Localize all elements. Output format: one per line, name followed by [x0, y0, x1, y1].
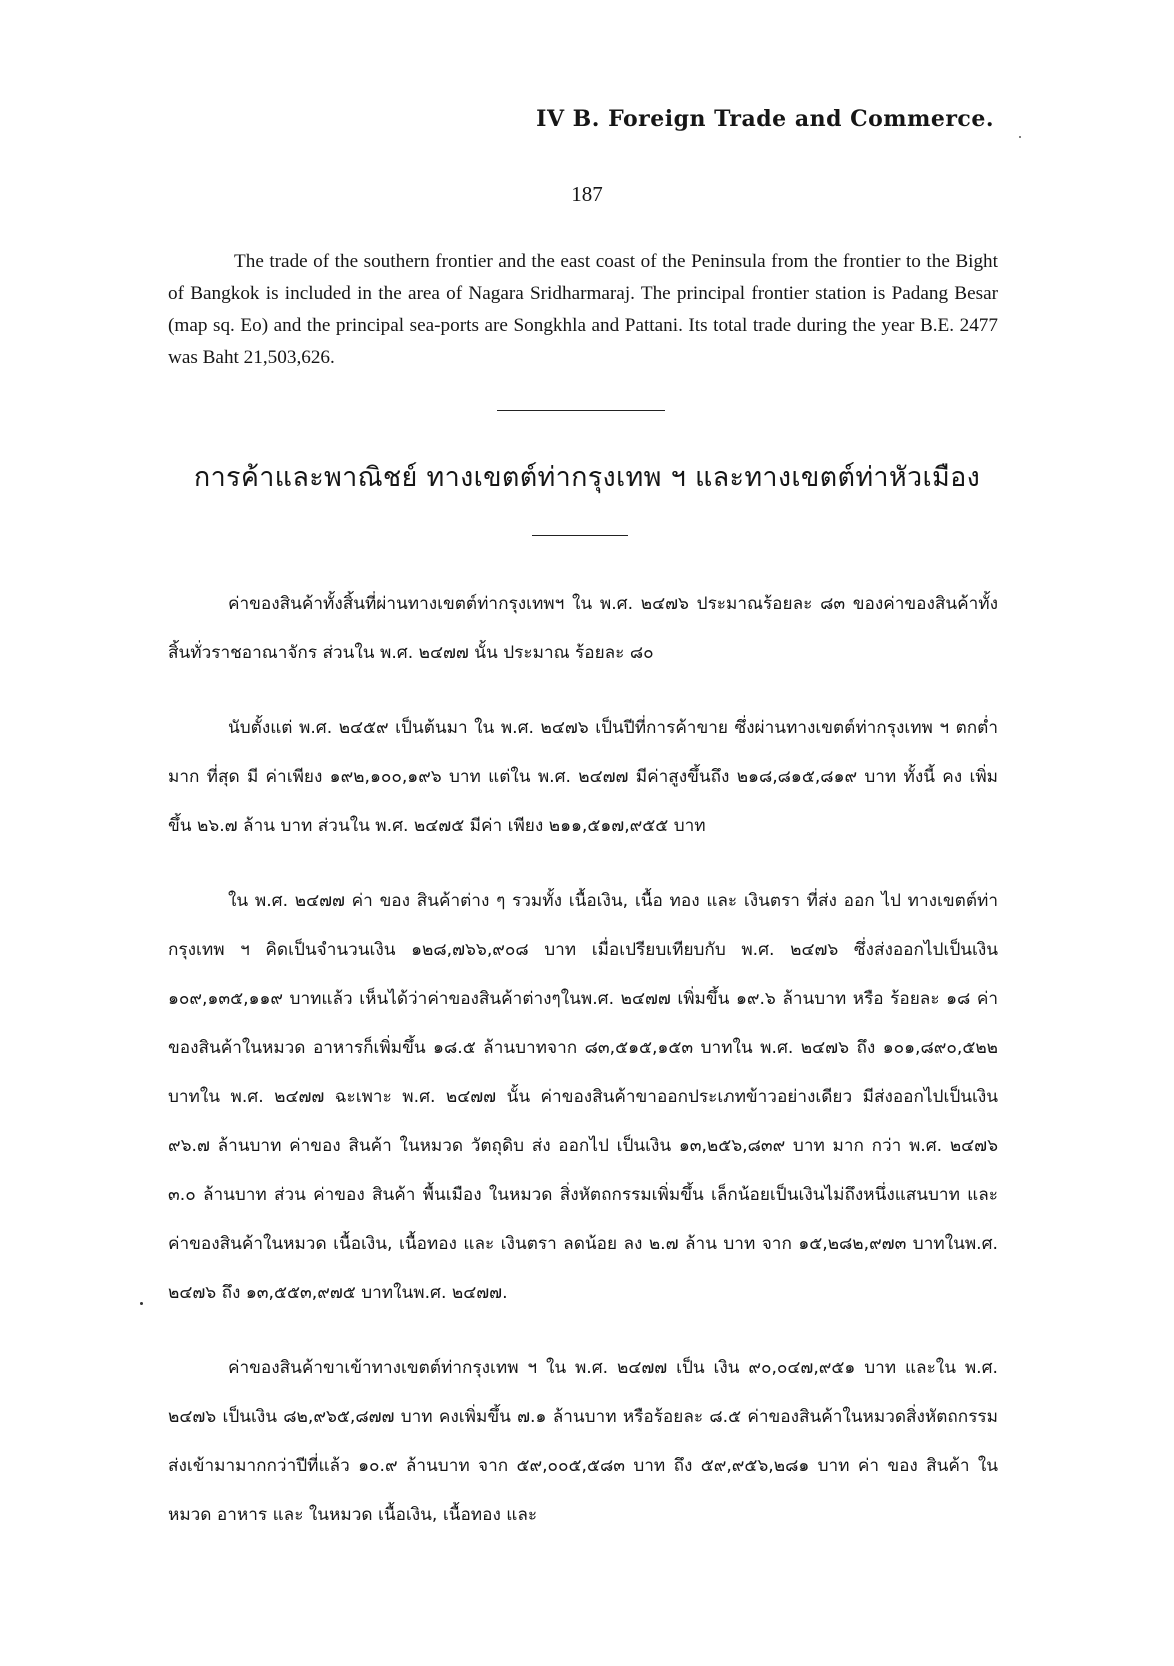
scan-speck — [1019, 136, 1021, 138]
section-divider-top — [497, 410, 665, 411]
english-paragraph — [168, 246, 998, 374]
thai-paragraph: นับตั้งแต่ พ.ศ. ๒๔๕๙ เป็นต้นมา ใน พ.ศ. ๒๔๗๖ เป็นปีที่การค้าขาย ซึ่งผ่านทางเขตต์ท่ากรุงเทพ ฯ ตกต่ำ มาก ที่สุด มี ค่าเพียง ๑๙๒,๑๐๐,๑๙๖ บาท แต่ใน พ.ศ. ๒๔๗๗ มีค่าสูงขึ้นถึง ๒๑๘,๘๑๕,๘๑๙ บาท ทั้งนี้ คง เพิ่ม ขึ้น ๒๖.๗ ล้าน บาท ส่วนใน พ.ศ. ๒๔๗๕ มีค่า เพียง ๒๑๑,๕๑๗,๙๕๕ บาท — [168, 718, 998, 836]
running-header-title: IV B. Foreign Trade and Commerce. — [536, 106, 994, 132]
thai-paragraph: ใน พ.ศ. ๒๔๗๗ ค่า ของ สินค้าต่าง ๆ รวมทั้ง เนื้อเงิน, เนื้อ ทอง และ เงินตรา ที่ส่ง ออก ไป ทางเขตต์ท่ากรุงเทพ ฯ คิดเป็นจำนวนเงิน ๑๒๘,๗๖๖,๙๐๘ บาท เมื่อเปรียบเทียบกับ พ.ศ. ๒๔๗๖ ซึ่งส่งออกไปเป็นเงิน ๑๐๙,๑๓๕,๑๑๙ บาทแล้ว เห็นได้ว่าค่าของสินค้าต่างๆในพ.ศ. ๒๔๗๗ เพิ่มขึ้น ๑๙.๖ ล้านบาท หรือ ร้อยละ ๑๘ ค่า ของสินค้าในหมวด อาหารก็เพิ่มขึ้น ๑๘.๕ ล้านบาทจาก ๘๓,๕๑๕,๑๕๓ บาทใน พ.ศ. ๒๔๗๖ ถึง ๑๐๑,๘๙๐,๕๒๒ บาทใน พ.ศ. ๒๔๗๗ ฉะเพาะ พ.ศ. ๒๔๗๗ นั้น ค่าของสินค้าขาออกประเภทข้าวอย่างเดียว มีส่งออกไปเป็นเงิน ๙๖.๗ ล้านบาท ค่าของ สินค้า ในหมวด วัตถุดิบ ส่ง ออกไป เป็นเงิน ๑๓,๒๕๖,๘๓๙ บาท มาก กว่า พ.ศ. ๒๔๗๖ ๓.๐ ล้านบาท ส่วน ค่าของ สินค้า พื้นเมือง ในหมวด สิ่งหัตถกรรมเพิ่มขึ้น เล็กน้อยเป็นเงินไม่ถึงหนึ่งแสนบาท และค่าของสินค้าในหมวด เนื้อเงิน, เนื้อทอง และ เงินตรา ลดน้อย ลง ๒.๗ ล้าน บาท จาก ๑๕,๒๘๒,๙๗๓ บาทในพ.ศ. ๒๔๗๖ ถึง ๑๓,๕๕๓,๙๗๕ บาทในพ.ศ. ๒๔๗๗. — [168, 891, 998, 1303]
section-divider-bottom — [532, 535, 628, 536]
thai-body-text — [168, 580, 998, 1566]
english-paragraph-text: The trade of the southern frontier and the east coast of the Peninsula from the frontier to the Bight of Bangkok is included in the area of Nagara Sridharmaraj. The principal frontier station is Padang Besar (map sq. Eo) and the principal sea-ports are Songkhla and Pattani. Its total trade during the year B.E. 2477 was Baht 21,503,626. — [168, 251, 998, 368]
thai-paragraph: ค่าของสินค้าขาเข้าทางเขตต์ท่ากรุงเทพ ฯ ใน พ.ศ. ๒๔๗๗ เป็น เงิน ๙๐,๐๔๗,๙๕๑ บาท และใน พ.ศ. ๒๔๗๖ เป็นเงิน ๘๒,๙๖๕,๘๗๗ บาท คงเพิ่มขึ้น ๗.๑ ล้านบาท หรือร้อยละ ๘.๕ ค่าของสินค้าในหมวดสิ่งหัตถกรรม ส่งเข้ามามากกว่าปีที่แล้ว ๑๐.๙ ล้านบาท จาก ๕๙,๐๐๕,๕๘๓ บาท ถึง ๕๙,๙๕๖,๒๘๑ บาท ค่า ของ สินค้า ในหมวด อาหาร และ ในหมวด เนื้อเงิน, เนื้อทอง และ — [168, 1358, 998, 1525]
thai-section-title: การค้าและพาณิชย์ ทางเขตต์ท่ากรุงเทพ ฯ และทางเขตต์ท่าหัวเมือง — [193, 462, 981, 493]
scan-speck — [140, 1302, 143, 1305]
page-number: 187 — [571, 182, 603, 206]
thai-paragraph: ค่าของสินค้าทั้งสิ้นที่ผ่านทางเขตต์ท่ากรุงเทพฯ ใน พ.ศ. ๒๔๗๖ ประมาณร้อยละ ๘๓ ของค่าของสินค้าทั้งสิ้นทั่วราชอาณาจักร ส่วนใน พ.ศ. ๒๔๗๗ นั้น ประมาณ ร้อยละ ๘๐ — [168, 594, 998, 663]
